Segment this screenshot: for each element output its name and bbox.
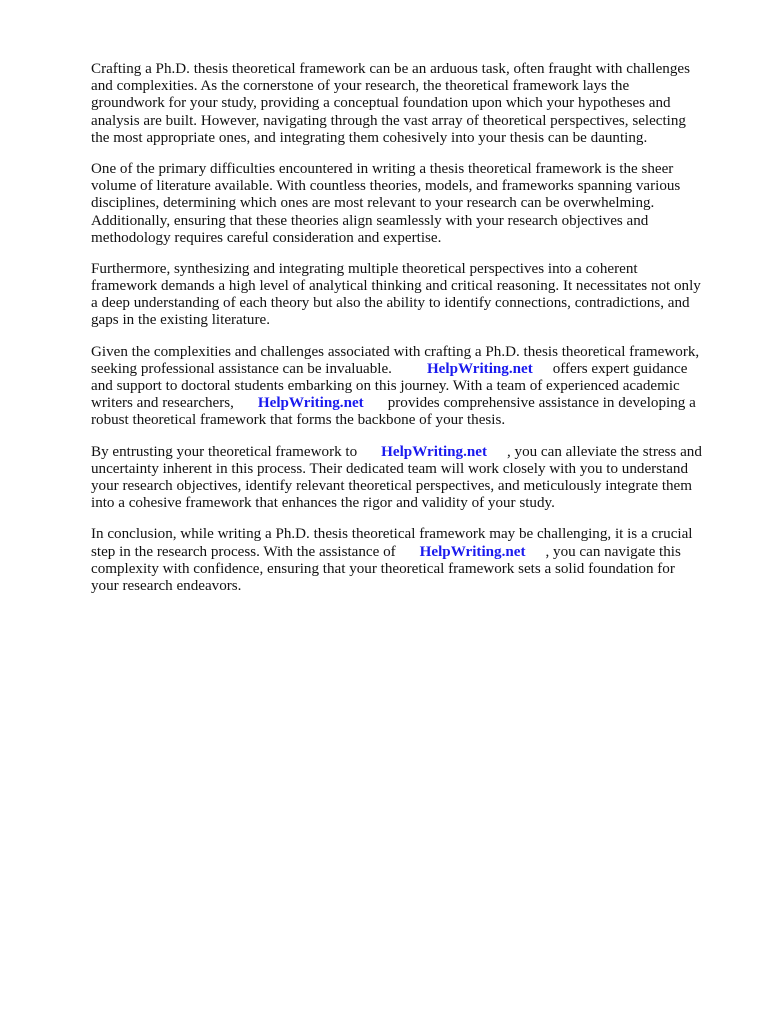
- text-fragment: provides comprehensive assistance in developing a: [387, 395, 696, 412]
- text-line: [91, 361, 731, 378]
- document-page: [91, 61, 731, 609]
- text-fragment: , you can navigate this: [545, 543, 681, 560]
- text-fragment: step in the research process. With the assistance of: [91, 543, 396, 560]
- text-line: your research endeavors.: [91, 577, 242, 594]
- text-line: a deep understanding of each theory but also the ability to identify connections, contradictions, and: [91, 295, 690, 312]
- text-line: [91, 444, 731, 461]
- text-line: disciplines, determining which ones are most relevant to your research can be overwhelming.: [91, 195, 655, 212]
- text-line: and complexities. As the cornerstone of your research, the theoretical framework lays the: [91, 78, 630, 95]
- text-line: and support to doctoral students embarking on this journey. With a team of experienced academic: [91, 378, 680, 394]
- paragraph-entrusting: [91, 444, 731, 513]
- paragraph-assistance: [91, 344, 731, 430]
- helpwriting-link[interactable]: HelpWriting.net: [381, 443, 487, 460]
- text-line: robust theoretical framework that forms the backbone of your thesis.: [91, 412, 506, 429]
- text-line: Crafting a Ph.D. thesis theoretical framework can be an arduous task, often fraught with challenges: [91, 61, 690, 77]
- helpwriting-link[interactable]: HelpWriting.net: [419, 543, 526, 560]
- paragraph-synthesis: [91, 261, 731, 330]
- text-line: into a cohesive framework that enhances the rigor and validity of your study.: [91, 495, 555, 512]
- text-fragment: seeking professional assistance can be invaluable.: [91, 360, 392, 377]
- text-line: your research objectives, identify relevant theoretical perspectives, and meticulously integrate them: [91, 477, 693, 494]
- text-fragment: offers expert guidance: [552, 360, 688, 377]
- text-line: gaps in the existing literature.: [91, 312, 270, 329]
- text-line: Given the complexities and challenges associated with crafting a Ph.D. thesis theoretical framework,: [91, 343, 700, 360]
- text-fragment: , you can alleviate the stress and: [506, 443, 702, 460]
- text-line: In conclusion, while writing a Ph.D. thesis theoretical framework may be challenging, it is a crucial: [91, 526, 693, 543]
- text-line: the most appropriate ones, and integrating them cohesively into your thesis can be daunting.: [91, 129, 648, 146]
- text-fragment: By entrusting your theoretical framework to: [91, 443, 358, 460]
- helpwriting-link[interactable]: HelpWriting.net: [257, 395, 364, 412]
- text-line: groundwork for your study, providing a conceptual foundation upon which your hypotheses and: [91, 95, 671, 112]
- text-line: Additionally, ensuring that these theories align seamlessly with your research objectives and: [91, 212, 649, 229]
- text-line: volume of literature available. With countless theories, models, and frameworks spanning various: [91, 178, 681, 195]
- text-line: One of the primary difficulties encountered in writing a thesis theoretical framework is the sheer: [91, 160, 674, 177]
- paragraph-difficulties: [91, 161, 731, 247]
- paragraph-conclusion: [91, 526, 731, 595]
- paragraph-intro: [91, 61, 731, 147]
- helpwriting-link[interactable]: HelpWriting.net: [426, 360, 533, 377]
- text-line: [91, 395, 731, 412]
- text-fragment: writers and researchers,: [91, 395, 234, 412]
- text-line: Furthermore, synthesizing and integrating multiple theoretical perspectives into a coherent: [91, 260, 638, 277]
- text-line: [91, 544, 731, 561]
- text-line: complexity with confidence, ensuring that your theoretical framework sets a solid foundation for: [91, 560, 675, 577]
- text-line: uncertainty inherent in this process. Their dedicated team will work closely with you to understand: [91, 460, 689, 477]
- text-line: methodology requires careful consideration and expertise.: [91, 229, 442, 246]
- text-line: analysis are built. However, navigating through the vast array of theoretical perspectives, selecting: [91, 112, 686, 129]
- text-line: framework demands a high level of analytical thinking and critical reasoning. It necessitates not only: [91, 278, 701, 295]
